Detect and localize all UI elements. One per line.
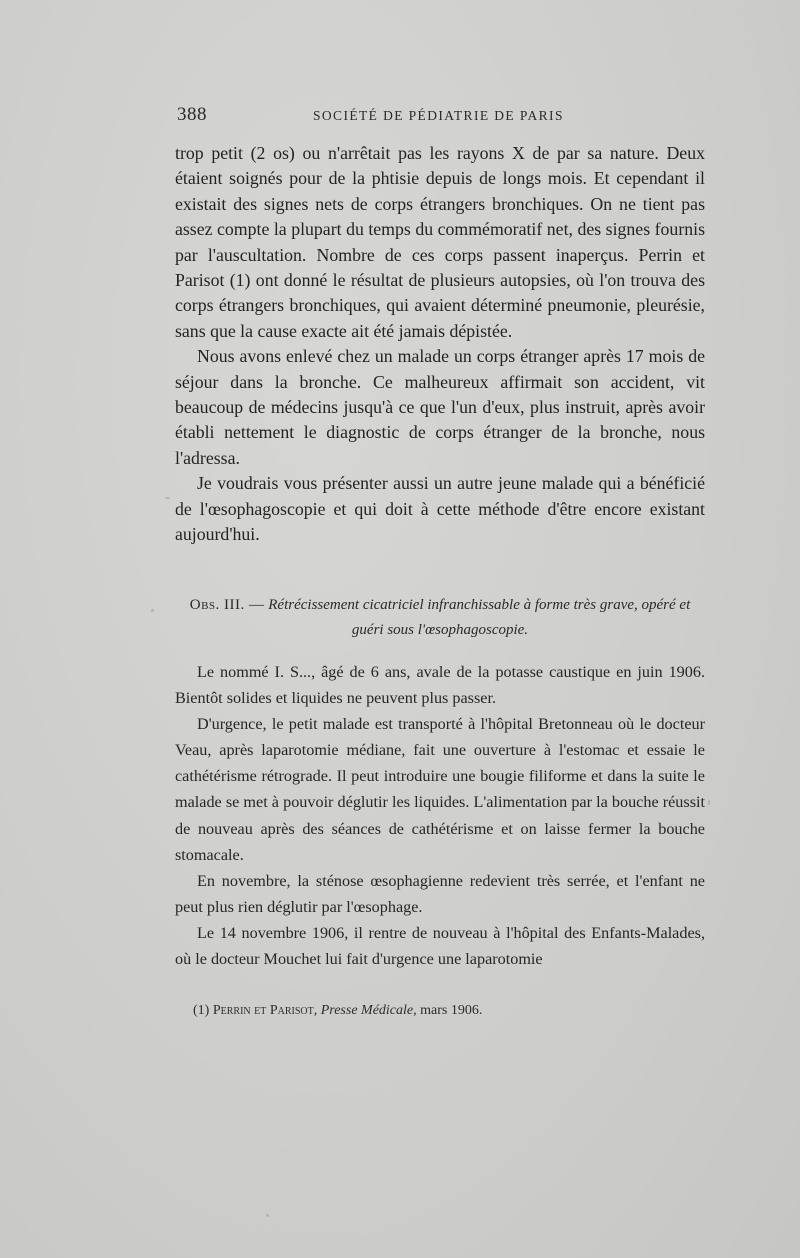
observation-paragraph: En novembre, la sténose œsophagienne redevient très serrée, et l'enfant ne peut plus rien déglutir par l'œsophage. [175,871,705,916]
observation-heading [175,593,705,643]
footnote-marker: (1) [193,1003,210,1018]
observation-title: Rétrécissement cicatriciel infranchissable à forme très grave, opéré et guéri sous l'œsophagoscopie. [268,597,691,638]
page-number: 388 [177,104,207,125]
main-text [175,141,705,548]
observation-body [175,659,705,972]
footnote-journal: Presse Médicale, [320,1003,417,1018]
running-head: SOCIÉTÉ DE PÉDIATRIE DE PARIS [313,108,564,123]
paper-speck [708,800,710,805]
paragraph: trop petit (2 os) ou n'arrêtait pas les rayons X de par sa nature. Deux étaient soignés pour de la phtisie depuis de longs mois. Et cependant il existait des signes nets de corps étrangers bronchiques. On ne tient pas assez compte la plupart du temps du commémoratif net, des signes fournis par l'auscultation. Nombre de ces corps passent inaperçus. Perrin et Parisot (1) ont donné le résultat de plusieurs autopsies, où l'on trouva des corps étrangers bronchiques, qui avaient déterminé pneumonie, pleurésie, sans que la cause exacte ait été jamais dépistée. [175,143,705,341]
footnote-date: mars 1906. [420,1003,483,1018]
paragraph: Je voudrais vous présenter aussi un autre jeune malade qui a bénéficié de l'œsophagoscopie et qui doit à cette méthode d'être encore existant aujourd'hui. [175,473,705,545]
paper-speck [151,609,154,612]
footnote-authors: Perrin et Parisot, [212,1003,318,1018]
paragraph: Nous avons enlevé chez un malade un corps étranger après 17 mois de séjour dans la bronche. Ce malheureux affirmait son accident, vit beaucoup de médecins jusqu'à ce que l'un d'eux, plus instruit, après avoir établi nettement le diagnostic de corps étranger de la bronche, nous l'adressa. [175,346,705,468]
observation-paragraph: D'urgence, le petit malade est transporté à l'hôpital Bretonneau où le docteur Veau, après laparotomie médiane, fait une ouverture à l'estomac et essaie le cathétérisme rétrograde. Il peut introduire une bougie filiforme et dans la suite le malade se met à pouvoir déglutir les liquides. L'alimentation par la bouche réussit de nouveau après des séances de cathétérisme et on laisse fermer la bouche stomacale. [175,715,705,864]
paper-speck [165,497,170,499]
footnote [193,1001,705,1021]
observation-paragraph: Le 14 novembre 1906, il rentre de nouveau à l'hôpital des Enfants-Malades, où le docteur Mouchet lui fait d'urgence une laparotomie [175,923,705,969]
paper-speck [266,1214,269,1217]
observation-paragraph: Le nommé I. S..., âgé de 6 ans, avale de la potasse caustique en juin 1906. Bientôt solides et liquides ne peuvent plus passer. [175,663,705,708]
observation-label: Obs. III. — [189,597,265,613]
page-header [177,104,705,132]
